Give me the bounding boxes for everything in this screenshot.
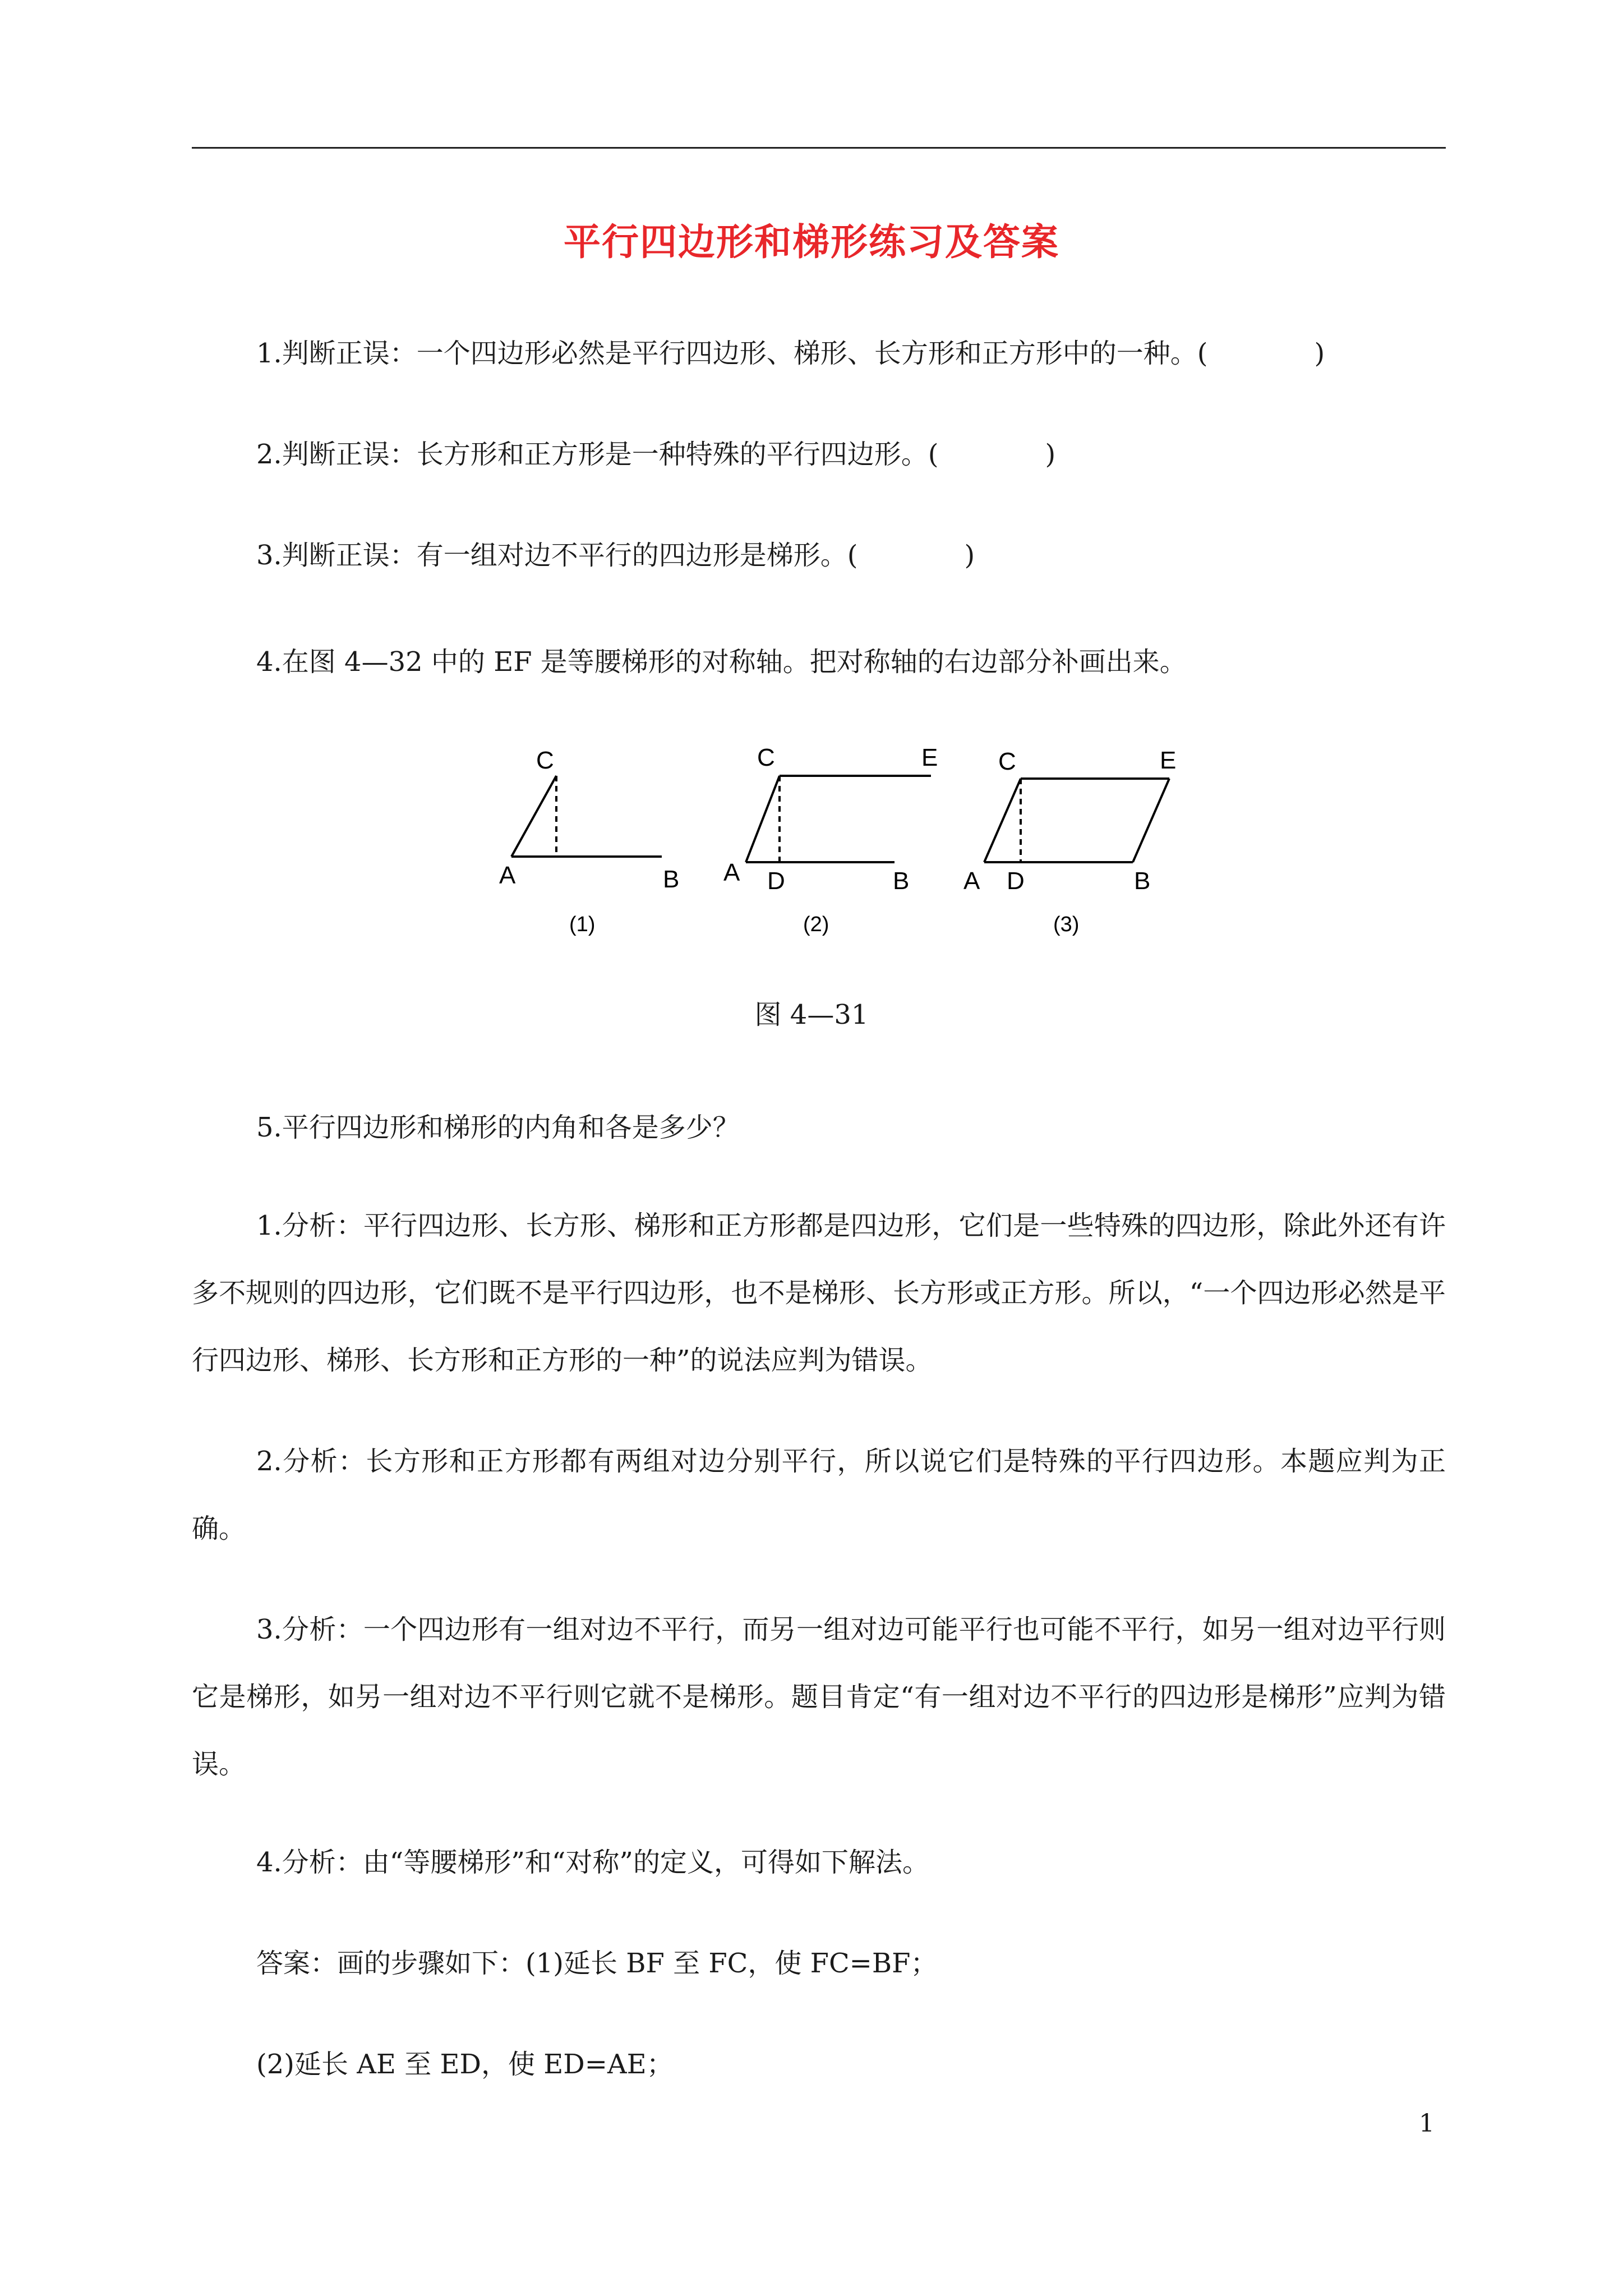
- point-label-a: A: [723, 859, 740, 886]
- point-label-a: A: [499, 862, 516, 889]
- question-2: [192, 421, 1446, 488]
- panel-label: (3): [1053, 913, 1080, 936]
- question-3-close: ): [964, 540, 975, 571]
- point-label-c: C: [757, 744, 775, 771]
- figure-panel-2: [723, 744, 938, 936]
- point-label-d: D: [767, 867, 785, 895]
- question-5: 5.平行四边形和梯形的内角和各是多少？: [256, 1112, 740, 1143]
- question-4: 4.在图 4—32 中的 EF 是等腰梯形的对称轴。把对称轴的右边部分补画出来。: [256, 646, 1187, 678]
- question-2-text: 2.判断正误：长方形和正方形是一种特殊的平行四边形。(: [256, 439, 939, 470]
- figure-caption: 图 4—31: [754, 999, 869, 1030]
- page-number: 1: [1419, 2109, 1435, 2138]
- point-label-c: C: [998, 748, 1016, 775]
- question-1: [192, 320, 1446, 387]
- figure-panel-1: [499, 747, 679, 936]
- answer-step-1: 答案：画的步骤如下：(1)延长 BF 至 FC，使 FC=BF；: [256, 1948, 938, 1979]
- analysis-4: 4.分析：由“等腰梯形”和“对称”的定义，可得如下解法。: [256, 1847, 929, 1878]
- point-label-e: E: [1160, 747, 1177, 774]
- page-title: 平行四边形和梯形练习及答案: [564, 220, 1059, 264]
- question-3-text: 3.判断正误：有一组对边不平行的四边形是梯形。(: [256, 540, 858, 571]
- point-label-d: D: [1007, 867, 1025, 895]
- point-label-c: C: [536, 747, 554, 774]
- question-1-close: ): [1314, 338, 1325, 369]
- question-1-text: 1.判断正误：一个四边形必然是平行四边形、梯形、长方形和正方形中的一种。(: [256, 338, 1208, 369]
- question-2-close: ): [1045, 439, 1056, 470]
- analysis-3: 3.分析：一个四边形有一组对边不平行，而另一组对边可能平行也可能不平行，如另一组对边平行则它是梯形，如另一组对边不平行则它就不是梯形。题目肯定“有一组对边不平行的四边形是梯形”应判为错误。: [192, 1614, 1446, 1780]
- answer-step-2: (2)延长 AE 至 ED，使 ED=AE；: [256, 2049, 674, 2080]
- point-label-a: A: [963, 867, 980, 895]
- panel-label: (2): [803, 913, 829, 936]
- analysis-2: 2.分析：长方形和正方形都有两组对边分别平行，所以说它们是特殊的平行四边形。本题应判为正确。: [192, 1446, 1446, 1544]
- question-3: [192, 522, 1446, 589]
- segment-ac: [511, 776, 556, 857]
- geometry-figure-svg: [488, 718, 1206, 942]
- point-label-b: B: [663, 866, 680, 893]
- segment-ac: [746, 776, 780, 862]
- point-label-e: E: [921, 744, 938, 771]
- figure-panel-3: [963, 747, 1176, 936]
- header-rule: [192, 147, 1446, 149]
- segment-eb: [1133, 779, 1169, 862]
- segment-ac: [984, 779, 1021, 862]
- panel-label: (1): [569, 913, 596, 936]
- figure-4-31: [488, 718, 1206, 942]
- point-label-b: B: [893, 867, 910, 895]
- point-label-b: B: [1134, 867, 1151, 895]
- analysis-1: 1.分析：平行四边形、长方形、梯形和正方形都是四边形，它们是一些特殊的四边形，除此外还有许多不规则的四边形，它们既不是平行四边形，也不是梯形、长方形或正方形。所以，“一个四边形必然是平行四边形、梯形、长方形和正方形的一种”的说法应判为错误。: [192, 1210, 1446, 1376]
